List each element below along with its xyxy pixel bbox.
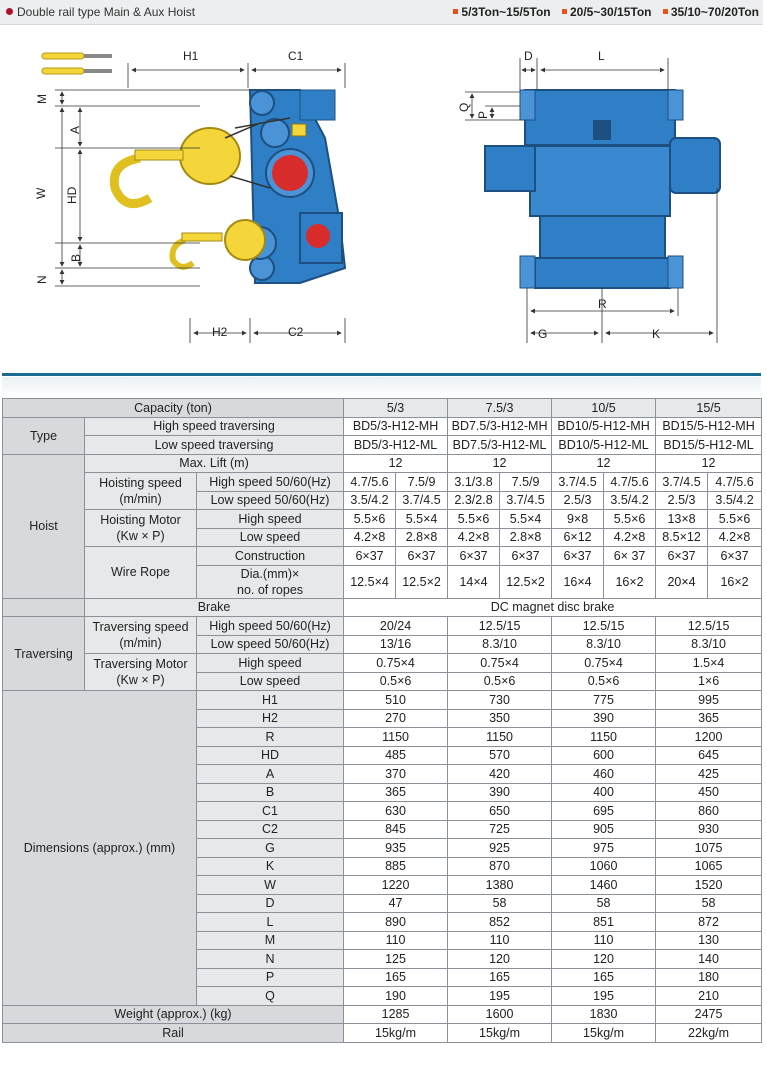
- spec-value: 3.5/4.2: [708, 491, 762, 510]
- spec-value: 12: [552, 454, 656, 473]
- dimension-value: 570: [448, 746, 552, 765]
- spec-value: 4.7/5.6: [344, 473, 396, 492]
- dimension-value: 165: [552, 968, 656, 987]
- dimension-value: 110: [552, 931, 656, 950]
- spec-label: Construction: [197, 547, 344, 566]
- dimension-name: D: [197, 894, 344, 913]
- label-h1: H1: [183, 49, 199, 63]
- capacity-row: [3, 399, 762, 418]
- spec-label: Low speed 50/60(Hz): [197, 491, 344, 510]
- dimension-value: 860: [656, 802, 762, 821]
- spec-value: 14×4: [448, 565, 500, 598]
- capacity-range-3: 35/10~70/20Ton: [663, 5, 759, 19]
- label-n: N: [35, 275, 49, 284]
- spec-value: 2.3/2.8: [448, 491, 500, 510]
- max-lift-row: [3, 454, 762, 473]
- dimension-name: C1: [197, 802, 344, 821]
- page-header: [0, 0, 763, 25]
- spec-label: 5/3: [344, 399, 448, 418]
- label-g: G: [538, 327, 548, 341]
- dimension-value: 370: [344, 765, 448, 784]
- weight-row-value: 2475: [656, 1005, 762, 1024]
- dimension-value: 630: [344, 802, 448, 821]
- spec-value: 12: [344, 454, 448, 473]
- spec-value: 0.5×6: [344, 672, 448, 691]
- rail-row: [3, 1024, 762, 1043]
- weight-row-value: 1285: [344, 1005, 448, 1024]
- dimension-value: 400: [552, 783, 656, 802]
- dimension-name: R: [197, 728, 344, 747]
- spec-label: [3, 598, 85, 617]
- dimension-value: 190: [344, 987, 448, 1006]
- type-high-row: [3, 417, 762, 436]
- dimension-value: 845: [344, 820, 448, 839]
- spec-value: BD10/5-H12-MH: [552, 417, 656, 436]
- dimension-value: 510: [344, 691, 448, 710]
- sling-icon: [42, 53, 112, 74]
- dimension-value: 210: [656, 987, 762, 1006]
- dimension-name: L: [197, 913, 344, 932]
- spec-value: BD5/3-H12-ML: [344, 436, 448, 455]
- spec-value: 13×8: [656, 510, 708, 529]
- spec-value: 12.5×2: [500, 565, 552, 598]
- spec-value: 3.7/4.5: [656, 473, 708, 492]
- spec-value: 0.75×4: [552, 654, 656, 673]
- dimension-value: 890: [344, 913, 448, 932]
- spec-value: 8.3/10: [448, 635, 552, 654]
- capacity-range-1: 5/3Ton~15/5Ton: [453, 5, 550, 19]
- spec-value: 1×6: [656, 672, 762, 691]
- dimension-value: 110: [448, 931, 552, 950]
- dimension-value: 350: [448, 709, 552, 728]
- spec-value: 3.7/4.5: [396, 491, 448, 510]
- dimension-value: 1200: [656, 728, 762, 747]
- dimension-value: 120: [448, 950, 552, 969]
- type-low-row: [3, 436, 762, 455]
- spec-value: 16×2: [604, 565, 656, 598]
- dimension-value: 995: [656, 691, 762, 710]
- spec-value: 4.2×8: [604, 528, 656, 547]
- spec-label: Max. Lift (m): [85, 454, 344, 473]
- rail-row-value: 15kg/m: [552, 1024, 656, 1043]
- dimension-value: 1065: [656, 857, 762, 876]
- spec-value: BD15/5-H12-MH: [656, 417, 762, 436]
- spec-label: Capacity (ton): [3, 399, 344, 418]
- dimension-value: 120: [552, 950, 656, 969]
- dimension-name: HD: [197, 746, 344, 765]
- spec-label: Wire Rope: [85, 547, 197, 599]
- square-bullet-icon: [562, 9, 567, 14]
- spec-value: 8.3/10: [656, 635, 762, 654]
- spec-label: Hoisting Motor (Kw × P): [85, 510, 197, 547]
- square-bullet-icon: [663, 9, 668, 14]
- spec-value: 0.75×4: [448, 654, 552, 673]
- dimension-value: 420: [448, 765, 552, 784]
- spec-value: 1.5×4: [656, 654, 762, 673]
- spec-value: 16×2: [708, 565, 762, 598]
- spec-value: 12.5/15: [552, 617, 656, 636]
- dimension-value: 600: [552, 746, 656, 765]
- spec-value: 2.5/3: [656, 491, 708, 510]
- spec-label: Traversing Motor (Kw × P): [85, 654, 197, 691]
- label-k: K: [652, 327, 661, 341]
- spec-label: Hoisting speed (m/min): [85, 473, 197, 510]
- spec-value: 4.2×8: [448, 528, 500, 547]
- dimension-value: 165: [344, 968, 448, 987]
- dimension-value: 365: [656, 709, 762, 728]
- dimension-name: C2: [197, 820, 344, 839]
- spec-value: 2.8×8: [500, 528, 552, 547]
- spec-value: 12.5/15: [656, 617, 762, 636]
- side-view-hoist: [114, 90, 345, 283]
- spec-value: 5.5×4: [500, 510, 552, 529]
- spec-value: 5.5×4: [396, 510, 448, 529]
- trav-motor-high-row: [3, 654, 762, 673]
- label-m: M: [35, 94, 49, 104]
- dimension-value: 885: [344, 857, 448, 876]
- square-bullet-icon: [453, 9, 458, 14]
- spec-value: BD7.5/3-H12-ML: [448, 436, 552, 455]
- spec-label: Low speed traversing: [85, 436, 344, 455]
- dimension-value: 725: [448, 820, 552, 839]
- spec-value: 4.2×8: [344, 528, 396, 547]
- spec-label: Dia.(mm)× no. of ropes: [197, 565, 344, 598]
- section-divider: [2, 373, 761, 376]
- spec-label: Traversing: [3, 617, 85, 691]
- label-h2: H2: [212, 325, 228, 339]
- dimension-value: 195: [552, 987, 656, 1006]
- dimension-value: 975: [552, 839, 656, 858]
- spec-label: Traversing speed (m/min): [85, 617, 197, 654]
- dimension-name: P: [197, 968, 344, 987]
- spec-label: High speed traversing: [85, 417, 344, 436]
- spec-label: High speed: [197, 510, 344, 529]
- spec-value: 3.7/4.5: [552, 473, 604, 492]
- spec-label: High speed: [197, 654, 344, 673]
- dimension-value: 485: [344, 746, 448, 765]
- dimension-value: 645: [656, 746, 762, 765]
- dimension-value: 460: [552, 765, 656, 784]
- brake-row: [3, 598, 762, 617]
- spec-value: DC magnet disc brake: [344, 598, 762, 617]
- spec-value: 5.5×6: [448, 510, 500, 529]
- rope-construction-row: [3, 547, 762, 566]
- spec-value: 6× 37: [604, 547, 656, 566]
- dimension-value: 872: [656, 913, 762, 932]
- dimension-name: W: [197, 876, 344, 895]
- label-hd: HD: [65, 186, 79, 204]
- dimension-value: 390: [552, 709, 656, 728]
- spec-value: 6×37: [344, 547, 396, 566]
- rail-row-label: Rail: [3, 1024, 344, 1043]
- label-r: R: [598, 297, 607, 311]
- spec-label: 10/5: [552, 399, 656, 418]
- dimension-value: 1520: [656, 876, 762, 895]
- spec-value: 12: [448, 454, 552, 473]
- dimension-value: 1075: [656, 839, 762, 858]
- dimension-value: 905: [552, 820, 656, 839]
- spec-value: 5.5×6: [604, 510, 656, 529]
- dimension-value: 851: [552, 913, 656, 932]
- section-divider-shade: [2, 377, 761, 397]
- weight-row-label: Weight (approx.) (kg): [3, 1005, 344, 1024]
- spec-value: 6×37: [708, 547, 762, 566]
- spec-value: 12.5×2: [396, 565, 448, 598]
- spec-value: 9×8: [552, 510, 604, 529]
- hoist-dimension-drawing: [0, 28, 767, 373]
- spec-label: Brake: [85, 598, 344, 617]
- label-d: D: [524, 49, 533, 63]
- dimension-value: 650: [448, 802, 552, 821]
- hoist-speed-high-row: [3, 473, 762, 492]
- bullet-dot-icon: [6, 8, 13, 15]
- rail-row-value: 15kg/m: [344, 1024, 448, 1043]
- spec-value: 6×37: [396, 547, 448, 566]
- dimension-name: H2: [197, 709, 344, 728]
- weight-row-value: 1830: [552, 1005, 656, 1024]
- header-title: Double rail type Main & Aux Hoist: [6, 5, 195, 19]
- dimension-value: 58: [552, 894, 656, 913]
- spec-value: 13/16: [344, 635, 448, 654]
- spec-value: 7.5/9: [396, 473, 448, 492]
- spec-value: 3.5/4.2: [344, 491, 396, 510]
- dimension-value: 870: [448, 857, 552, 876]
- spec-value: 5.5×6: [708, 510, 762, 529]
- dimension-value: 852: [448, 913, 552, 932]
- dimension-name: G: [197, 839, 344, 858]
- spec-label: Low speed: [197, 672, 344, 691]
- spec-value: BD7.5/3-H12-MH: [448, 417, 552, 436]
- dimension-value: 365: [344, 783, 448, 802]
- weight-row-value: 1600: [448, 1005, 552, 1024]
- spec-value: 6×37: [500, 547, 552, 566]
- dimension-value: 125: [344, 950, 448, 969]
- spec-value: 2.8×8: [396, 528, 448, 547]
- trav-speed-high-row: [3, 617, 762, 636]
- spec-value: 12.5×4: [344, 565, 396, 598]
- dimension-value: 775: [552, 691, 656, 710]
- capacity-range-list: [445, 5, 759, 19]
- label-c1: C1: [288, 49, 304, 63]
- spec-label: Type: [3, 417, 85, 454]
- dimension-value: 1460: [552, 876, 656, 895]
- dimensions-group-label: Dimensions (approx.) (mm): [3, 691, 197, 1006]
- spec-value: BD10/5-H12-ML: [552, 436, 656, 455]
- dimension-value: 1380: [448, 876, 552, 895]
- dimension-value: 1060: [552, 857, 656, 876]
- dimension-name: H1: [197, 691, 344, 710]
- spec-label: High speed 50/60(Hz): [197, 473, 344, 492]
- spec-table: [2, 398, 762, 1043]
- hoist-motor-high-row: [3, 510, 762, 529]
- label-p: P: [476, 110, 490, 119]
- spec-label: Hoist: [3, 454, 85, 598]
- spec-value: 4.2×8: [708, 528, 762, 547]
- dimension-value: 695: [552, 802, 656, 821]
- spec-label: 7.5/3: [448, 399, 552, 418]
- spec-value: 12.5/15: [448, 617, 552, 636]
- dimension-value: 140: [656, 950, 762, 969]
- dimension-name: M: [197, 931, 344, 950]
- spec-value: 8.3/10: [552, 635, 656, 654]
- spec-value: 4.7/5.6: [708, 473, 762, 492]
- label-a: A: [68, 125, 82, 134]
- spec-value: 0.5×6: [552, 672, 656, 691]
- spec-value: BD5/3-H12-MH: [344, 417, 448, 436]
- dimension-value: 425: [656, 765, 762, 784]
- dimension-row: [3, 691, 762, 710]
- spec-value: 8.5×12: [656, 528, 708, 547]
- dimension-name: N: [197, 950, 344, 969]
- rail-row-value: 22kg/m: [656, 1024, 762, 1043]
- label-b: B: [69, 253, 83, 262]
- spec-value: 5.5×6: [344, 510, 396, 529]
- spec-value: 6×12: [552, 528, 604, 547]
- spec-value: 16×4: [552, 565, 604, 598]
- dimension-value: 1220: [344, 876, 448, 895]
- dimension-value: 270: [344, 709, 448, 728]
- spec-value: 7.5/9: [500, 473, 552, 492]
- spec-value: 6×37: [656, 547, 708, 566]
- weight-row: [3, 1005, 762, 1024]
- dimension-value: 1150: [448, 728, 552, 747]
- dimension-name: K: [197, 857, 344, 876]
- spec-value: 12: [656, 454, 762, 473]
- spec-value: 4.7/5.6: [604, 473, 656, 492]
- label-w: W: [34, 187, 48, 199]
- dimension-value: 935: [344, 839, 448, 858]
- spec-label: High speed 50/60(Hz): [197, 617, 344, 636]
- front-view-hoist: [485, 90, 720, 288]
- dimension-value: 58: [448, 894, 552, 913]
- dimension-value: 730: [448, 691, 552, 710]
- spec-value: BD15/5-H12-ML: [656, 436, 762, 455]
- spec-value: 6×37: [552, 547, 604, 566]
- spec-value: 0.75×4: [344, 654, 448, 673]
- dimension-value: 195: [448, 987, 552, 1006]
- spec-value: 2.5/3: [552, 491, 604, 510]
- rail-row-value: 15kg/m: [448, 1024, 552, 1043]
- spec-label: 15/5: [656, 399, 762, 418]
- dimension-name: B: [197, 783, 344, 802]
- spec-value: 0.5×6: [448, 672, 552, 691]
- spec-value: 20/24: [344, 617, 448, 636]
- dimension-value: 450: [656, 783, 762, 802]
- dimension-value: 130: [656, 931, 762, 950]
- dimension-value: 165: [448, 968, 552, 987]
- dimension-value: 925: [448, 839, 552, 858]
- dimension-value: 180: [656, 968, 762, 987]
- dimension-value: 47: [344, 894, 448, 913]
- dimension-value: 1150: [552, 728, 656, 747]
- label-l: L: [598, 49, 605, 63]
- spec-value: 20×4: [656, 565, 708, 598]
- capacity-range-2: 20/5~30/15Ton: [562, 5, 652, 19]
- spec-value: 3.5/4.2: [604, 491, 656, 510]
- spec-value: 6×37: [448, 547, 500, 566]
- label-c2: C2: [288, 325, 304, 339]
- dimension-value: 930: [656, 820, 762, 839]
- dimension-value: 1150: [344, 728, 448, 747]
- spec-label: Low speed: [197, 528, 344, 547]
- spec-value: 3.7/4.5: [500, 491, 552, 510]
- spec-value: 3.1/3.8: [448, 473, 500, 492]
- dimension-value: 110: [344, 931, 448, 950]
- dimension-value: 58: [656, 894, 762, 913]
- dimension-name: A: [197, 765, 344, 784]
- dimension-value: 390: [448, 783, 552, 802]
- dimension-name: Q: [197, 987, 344, 1006]
- spec-label: Low speed 50/60(Hz): [197, 635, 344, 654]
- label-q: Q: [457, 102, 471, 112]
